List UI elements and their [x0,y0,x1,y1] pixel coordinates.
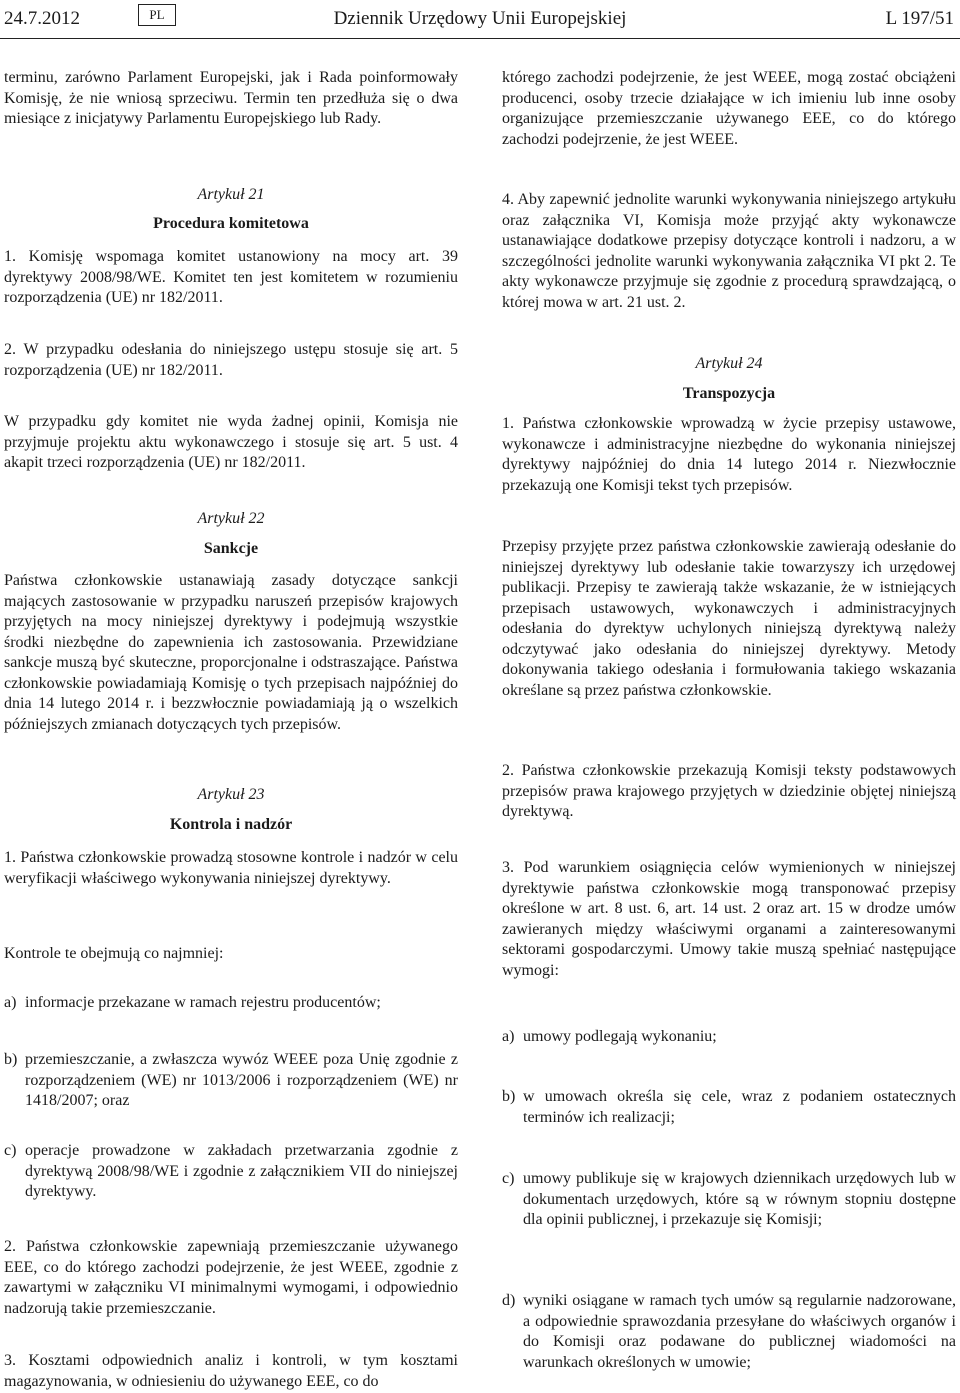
list-item [4,993,458,1014]
article-24-title: Transpozycja [682,385,776,402]
language-badge: PL [138,4,176,26]
right-continued-paragraph: którego zachodzi podejrzenie, że jest WEEE, mogą zostać obciążeni producenci, osoby trzecie działające w ich imieniu lub inne osoby organizujące przemieszczanie używanego EEE, co do którego zachodzi podejrzenie, że jest WEEE. [502,69,956,148]
journal-title: Dziennik Urzędowy Unii Europejskiej [333,8,627,29]
list-text: umowy publikuje się w krajowych dziennikach urzędowych lub w dokumentach urzędowych, które są w równym stopniu dostępne dla opinii publicznej, i przekazuje się Komisji; [523,1170,956,1228]
article-21-title: Procedura komitetowa [153,215,309,232]
list-text: informacje przekazane w ramach rejestru producentów; [25,994,381,1011]
list-text: w umowach określa się cele, wraz z podaniem ostatecznych terminów ich realizacji; [523,1088,956,1126]
list-item [4,1050,458,1112]
left-continued-paragraph: terminu, zarówno Parlament Europejski, jak i Rada poinformowały Komisję, że nie wniosą sprzeciwu. Termin ten przedłuża się o dwa miesiące z inicjatywy Parlamentu Europejskiego lub Rady. [4,69,458,127]
article-21-number: Artykuł 21 [197,186,265,203]
article-24-number: Artykuł 24 [695,355,763,372]
list-text: wyniki osiągane w ramach tych umów są regularnie nadzorowane, a odpowiednie sprawozdania przesyłane do właściwych organów i do Komisji oraz podawane do publicznej wiadomości na warunkach określonych w umowie; [523,1292,956,1371]
article-22-paragraph: Państwa członkowskie ustanawiają zasady dotyczące sankcji mających zastosowanie w przypadku naruszeń przepisów krajowych przyjętych na mocy niniejszej dyrektywy i podejmują wszystkie środki niezbędne do zapewnienia ich zastosowania. Przewidziane sankcje muszą być skuteczne, proporcjonalne i odstraszające. Państwa członkowskie powiadamiają Komisję o tych przepisach najpóźniej do dnia 14 lutego 2014 r. i bezzwłocznie powiadamiają ją o wszelkich późniejszych zmianach dotyczących tych przepisów. [4,572,458,733]
article-21-paragraph-2: 2. W przypadku odesłania do niniejszego ustępu stosuje się art. 5 rozporządzenia (UE) nr 182/2011. [4,341,458,379]
list-item [502,1027,956,1048]
article-24-paragraph-3: 3. Pod warunkiem osiągnięcia celów wymienionych w niniejszej dyrektywie państwa członkowskie mogą transponować przepisy określone w art. 8 ust. 6, art. 14 ust. 2 oraz art. 15 w drodze umów zawieranych między właściwymi organami a zainteresowanymi sektorami gospodarczymi. Umowy takie muszą spełniać następujące wymogi: [502,859,956,979]
article-22-number: Artykuł 22 [197,510,265,527]
article-23-paragraph-3: 3. Kosztami odpowiednich analiz i kontroli, w tym kosztami magazynowania, w odniesieniu do używanego EEE, co do [4,1352,458,1390]
article-23-paragraph-2: 2. Państwa członkowskie zapewniają przemieszczanie używanego EEE, co do którego zachodzi podejrzenie, że jest WEEE, zgodnie z zawartymi w załączniku VI minimalnymi wymogami, i odpowiednio nadzorują takie przemieszczanie. [4,1238,458,1317]
page-header [0,0,960,40]
article-23-intro: Kontrole te obejmują co najmniej: [4,945,224,962]
list-item [502,1087,956,1128]
article-22-title: Sankcje [203,540,259,557]
article-24-paragraph-1-continued: Przepisy przyjęte przez państwa członkowskie zawierają odesłanie do niniejszej dyrektywy lub odesłanie takie towarzyszy ich urzędowej publikacji. Przepisy te zawierają także wskazanie, że w istniejących przepisach ustawowych, wykonawczych i administracyjnych odesłania do dyrektyw uchylonych niniejszą dyrektywą należy odczytywać jako odesłania do niniejszej dyrektywy. Metody dokonywania takiego odesłania i formułowania takiego wskazania określane są przez państwa członkowskie. [502,538,956,699]
list-marker: d) [502,1292,516,1309]
list-item [502,1169,956,1231]
article-24-paragraph-1: 1. Państwa członkowskie wprowadzą w życie przepisy ustawowe, wykonawcze i administracyjne niezbędne do wykonania niniejszej dyrektywy najpóźniej do dnia 14 lutego 2014 r. Niezwłocznie przekazują one Komisji tekst tych przepisów. [502,415,956,494]
article-21-paragraph-3: W przypadku gdy komitet nie wyda żadnej opinii, Komisja nie przyjmuje projektu aktu wykonawczego i stosuje się art. 5 ust. 4 akapit trzeci rozporządzenia (UE) nr 182/2011. [4,413,458,471]
article-23-title: Kontrola i nadzór [169,816,293,833]
list-marker: a) [502,1028,515,1045]
list-text: przemieszczanie, a zwłaszcza wywóz WEEE poza Unię zgodnie z rozporządzeniem (WE) nr 1013/2006 i rozporządzeniem (WE) nr 1418/2007; oraz [25,1051,458,1109]
list-marker: a) [4,994,17,1011]
article-23-paragraph-1: 1. Państwa członkowskie prowadzą stosowne kontrole i nadzór w celu weryfikacji właściwego wykonywania niniejszej dyrektywy. [4,849,458,887]
list-text: umowy podlegają wykonaniu; [523,1028,717,1045]
list-item [4,1141,458,1203]
list-marker: c) [4,1142,17,1159]
list-marker: b) [502,1088,516,1105]
page-reference: L 197/51 [885,8,954,29]
article-24-paragraph-2: 2. Państwa członkowskie przekazują Komisji teksty podstawowych przepisów prawa krajowego przyjętych w dziedzinie objętej niniejszą dyrektywą. [502,762,956,820]
article-23-paragraph-4: 4. Aby zapewnić jednolite warunki wykonywania niniejszego artykułu oraz załącznika VI, Komisja może przyjąć akty wykonawcze ustanawiające dodatkowe przepisy dotyczące kontroli i nadzoru, a w szczególności jednolite warunki wykonywania załącznika VI pkt 2. Te akty wykonawcze przyjmuje się zgodnie z procedurą sprawdzającą, o której mowa w art. 21 ust. 2. [502,191,956,311]
article-23-number: Artykuł 23 [197,786,265,803]
list-marker: b) [4,1051,18,1068]
header-rule [0,38,960,39]
list-marker: c) [502,1170,515,1187]
list-text: operacje prowadzone w zakładach przetwarzania zgodnie z dyrektywą 2008/98/WE i zgodnie z załącznikiem VII do niniejszej dyrektywy. [25,1142,458,1200]
publication-date: 24.7.2012 [4,8,80,29]
list-item [502,1291,956,1373]
article-21-paragraph-1: 1. Komisję wspomaga komitet ustanowiony na mocy art. 39 dyrektywy 2008/98/WE. Komitet ten jest komitetem w rozumieniu rozporządzenia (UE) nr 182/2011. [4,248,458,306]
